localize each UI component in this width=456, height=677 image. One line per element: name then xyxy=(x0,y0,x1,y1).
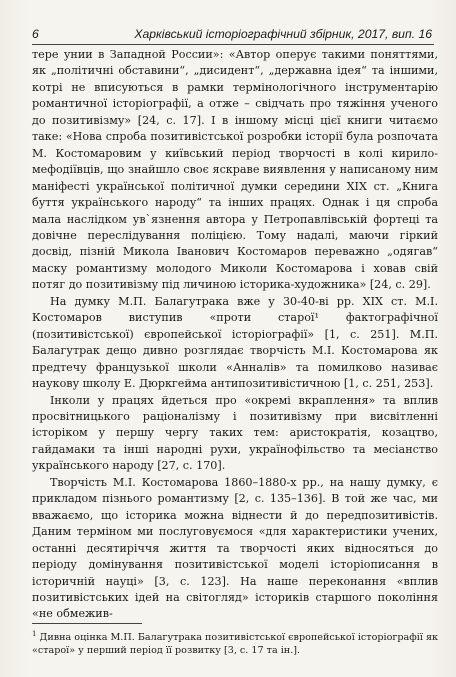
paragraph-inclusions: Інколи у працях йдеться про «окремі вкраплення» та вплив просвітницького раціоналізму і позитивізму при висвітленні історіком у першу чергу таких тем: аристократія, козацтво, гайдамаки та інші народні рухи, українофільство та месіанство українського народу [27, с. 170]. xyxy=(32,393,438,473)
footnote-text: Дивна оцінка М.П. Балагутрака позитивістської європейської історіографії як «старої» у перший період її розвитку [3, с. 17 та ін.]. xyxy=(32,632,438,657)
paragraph-continuation: тере унии в Западной России»: «Автор оперує такими поняттями, як „політичні обставини“, „дисидент“, „державна ідея“ та іншими, котрі не вписуються в рамки термінологічного інструментарію романтичної історіографії, а отже – свідчать про тяжіння ученого до позитивізму» [24, с. 17]. І в іншому місці цієї книги читаємо таке: «Нова спроба позитивістської розробки історії була розпочата М. Костомаровим у київський період творчості в колі кирило-мефодіївців, що знайшло своє яскраве виявлення у написаному ним маніфесті української політичної думки середини XIX ст. „Книга буття українського народу“ та інших працях. Однак і ця спроба мала наслідком ув`язнення автора у Петропавлівській фортеці та довічне переслідування поліцією. Тому надалі, маючи гіркий досвід, пізній Микола Іванович Костомаров переважно „одягав“ маску романтизму молодого Миколи Костомарова і ховав свій потяг до позитивізму під личиною історика-художника» [24, с. 29]. xyxy=(32,48,438,292)
paragraph-late-romanticism: Творчість М.І. Костомарова 1860–1880-х рр., на нашу думку, є прикладом пізнього романтизму [2, с. 135–136]. В той же час, ми вважаємо, що історика можна віднести й до передпозитивістів. Даним терміном ми послуговуємося «для характеристики учених, останні десятиріччя життя та творчості яких відносяться до періоду домінування позитивістської моделі історіописання в історичній науці» [3, с. 123]. На наше переконання «вплив позитивістських ідей на світогляд» істориків старшого покоління «не обмежив- xyxy=(32,475,438,621)
footnote xyxy=(32,628,438,657)
footnote-marker: 1 xyxy=(32,630,37,638)
body-text xyxy=(32,47,438,623)
paragraph-balagutrak: На думку М.П. Балагутрака вже у 30-40-ві рр. XIX ст. М.І. Костомаров виступив «проти старої¹ фактографічної (позитивістської) європейської історіографії» [1, с. 251]. М.П. Балагутрак дещо дивно розглядає творчість М.І. Костомарова як предтечу французької школи «Анналів» та помилково називає наукову школу Е. Дюркгейма антипозитивістичною [1, с. 251, 253]. xyxy=(32,294,438,391)
journal-title: Харківський історіографічний збірник, 2017, вип. 16 xyxy=(134,27,432,41)
footnote-divider xyxy=(32,623,142,624)
running-header xyxy=(32,26,434,45)
page-number: 6 xyxy=(32,27,39,41)
